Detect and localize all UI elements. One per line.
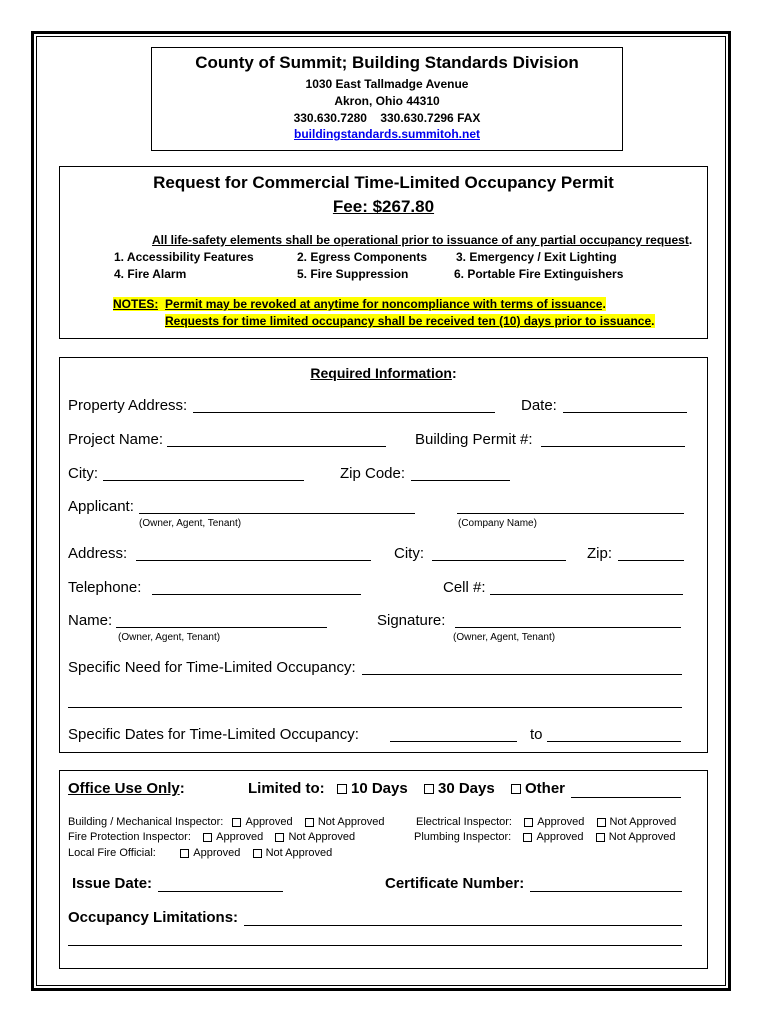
signature-label: Signature:	[377, 612, 446, 629]
zip-code-label: Zip Code:	[340, 465, 406, 482]
required-heading-row	[59, 365, 708, 381]
building-mech-label: Building / Mechanical Inspector:	[68, 816, 224, 828]
note-1-row	[113, 297, 606, 311]
not-approved-label: Not Approved	[608, 831, 676, 843]
telephone-label: Telephone:	[68, 579, 142, 596]
dates-to-label: to	[530, 726, 543, 743]
city2-field[interactable]	[432, 560, 566, 561]
local-fire-row	[68, 847, 332, 859]
date-field[interactable]	[563, 412, 687, 413]
limited-to-label: Limited to:	[248, 780, 325, 797]
specific-need-field[interactable]	[362, 674, 682, 675]
note-1: Permit may be revoked at anytime for noncompliance with terms of issuance	[165, 297, 603, 311]
element-6: 6. Portable Fire Extinguishers	[454, 267, 624, 281]
header-title: County of Summit; Building Standards Division	[195, 53, 579, 72]
city-label: City:	[68, 465, 98, 482]
electrical-row	[416, 816, 676, 828]
checkbox-icon[interactable]	[524, 818, 533, 827]
header-website-row	[151, 127, 623, 141]
element-4: 4. Fire Alarm	[114, 267, 187, 281]
office-heading-colon: :	[179, 780, 185, 797]
checkbox-icon[interactable]	[597, 818, 606, 827]
fire-protection-row	[68, 831, 355, 843]
fee-row	[59, 197, 708, 217]
option-other[interactable]	[511, 780, 565, 797]
address-label: Address:	[68, 545, 128, 562]
not-approved-label: Not Approved	[265, 847, 333, 859]
option-10-label: 10 Days	[351, 780, 408, 797]
name-label: Name:	[68, 612, 113, 629]
approved-label: Approved	[245, 816, 293, 828]
name-caption: (Owner, Agent, Tenant)	[118, 632, 221, 643]
notes-label: NOTES:	[113, 297, 159, 311]
cell-field[interactable]	[490, 594, 683, 595]
header-city: Akron, Ohio 44310	[334, 94, 440, 108]
note-2-period: .	[651, 314, 655, 328]
checkbox-icon[interactable]	[424, 784, 434, 794]
required-heading: Required Information	[310, 365, 452, 381]
checkbox-icon[interactable]	[305, 818, 314, 827]
building-permit-label: Building Permit #:	[415, 431, 533, 448]
approved-label: Approved	[193, 847, 241, 859]
approved-label: Approved	[536, 831, 584, 843]
occupancy-limitations-field-line-2[interactable]	[68, 945, 682, 946]
address-field[interactable]	[136, 560, 371, 561]
dates-to-field[interactable]	[547, 741, 681, 742]
date-label: Date:	[521, 397, 557, 414]
required-heading-colon: :	[451, 365, 457, 381]
checkbox-icon[interactable]	[232, 818, 241, 827]
website-link[interactable]: buildingstandards.summitoh.net	[293, 127, 480, 141]
note-2: Requests for time limited occupancy shall be received ten (10) days prior to issuance	[165, 314, 652, 328]
name-field[interactable]	[116, 627, 327, 628]
not-approved-label: Not Approved	[288, 831, 356, 843]
building-mech-row	[68, 816, 384, 828]
checkbox-icon[interactable]	[596, 833, 605, 842]
zip-label: Zip:	[587, 545, 613, 562]
checkbox-icon[interactable]	[253, 849, 262, 858]
element-5: 5. Fire Suppression	[297, 267, 409, 281]
option-other-label: Other	[525, 780, 566, 797]
option-30-days[interactable]	[424, 780, 495, 797]
zip-code-field[interactable]	[411, 480, 510, 481]
checkbox-icon[interactable]	[203, 833, 212, 842]
certificate-number-field[interactable]	[530, 891, 682, 892]
applicant-label: Applicant:	[68, 498, 134, 515]
fire-protection-label: Fire Protection Inspector:	[68, 831, 191, 843]
approved-label: Approved	[537, 816, 585, 828]
plumbing-label: Plumbing Inspector:	[414, 831, 512, 843]
life-safety-statement-row	[152, 233, 692, 247]
checkbox-icon[interactable]	[511, 784, 521, 794]
electrical-label: Electrical Inspector:	[416, 816, 512, 828]
element-3: 3. Emergency / Exit Lighting	[456, 250, 617, 264]
dates-from-field[interactable]	[390, 741, 517, 742]
office-use-box	[59, 770, 708, 969]
checkbox-icon[interactable]	[523, 833, 532, 842]
property-address-label: Property Address:	[68, 397, 188, 414]
certificate-number-label: Certificate Number:	[385, 875, 525, 892]
signature-caption: (Owner, Agent, Tenant)	[453, 632, 556, 643]
note-2-row	[165, 314, 655, 328]
checkbox-icon[interactable]	[337, 784, 347, 794]
specific-need-label: Specific Need for Time-Limited Occupancy:	[68, 659, 356, 676]
telephone-field[interactable]	[152, 594, 361, 595]
building-permit-field[interactable]	[541, 446, 685, 447]
project-name-field[interactable]	[167, 446, 386, 447]
approved-label: Approved	[216, 831, 264, 843]
applicant-field[interactable]	[139, 513, 415, 514]
specific-dates-label: Specific Dates for Time-Limited Occupancy:	[68, 726, 359, 743]
project-name-label: Project Name:	[68, 431, 164, 448]
not-approved-label: Not Approved	[317, 816, 385, 828]
cell-label: Cell #:	[443, 579, 486, 596]
header-fax: 330.630.7296 FAX	[380, 111, 481, 125]
note-1-period: .	[602, 297, 606, 311]
statement-period: .	[688, 233, 693, 247]
checkbox-icon[interactable]	[275, 833, 284, 842]
issue-date-field[interactable]	[158, 891, 283, 892]
office-heading-row	[68, 780, 185, 797]
not-approved-label: Not Approved	[609, 816, 677, 828]
header-phone: 330.630.7280	[293, 111, 367, 125]
other-days-field[interactable]	[571, 797, 681, 798]
option-30-label: 30 Days	[438, 780, 495, 797]
issue-date-label: Issue Date:	[72, 875, 153, 892]
city-field[interactable]	[103, 480, 304, 481]
local-fire-label: Local Fire Official:	[68, 847, 156, 859]
occupancy-limitations-label: Occupancy Limitations:	[68, 909, 239, 926]
element-2: 2. Egress Components	[297, 250, 428, 264]
city2-label: City:	[394, 545, 424, 562]
life-safety-statement: All life-safety elements shall be operational prior to issuance of any partial occupancy request	[152, 233, 689, 247]
occupancy-limitations-field[interactable]	[244, 925, 682, 926]
property-address-field[interactable]	[193, 412, 495, 413]
fee-label: Fee: $267.80	[332, 197, 435, 216]
zip-field[interactable]	[618, 560, 684, 561]
element-1: 1. Accessibility Features	[114, 250, 254, 264]
company-name-field[interactable]	[457, 513, 684, 514]
office-heading: Office Use Only	[68, 780, 180, 797]
header-street: 1030 East Tallmadge Avenue	[305, 77, 469, 91]
signature-field[interactable]	[455, 627, 681, 628]
request-title: Request for Commercial Time-Limited Occupancy Permit	[153, 173, 614, 192]
plumbing-row	[414, 831, 675, 843]
option-10-days[interactable]	[337, 780, 408, 797]
specific-need-field-line-2[interactable]	[68, 707, 682, 708]
company-name-caption: (Company Name)	[458, 518, 537, 529]
header-phone-fax	[151, 111, 623, 125]
applicant-caption: (Owner, Agent, Tenant)	[139, 518, 242, 529]
checkbox-icon[interactable]	[180, 849, 189, 858]
